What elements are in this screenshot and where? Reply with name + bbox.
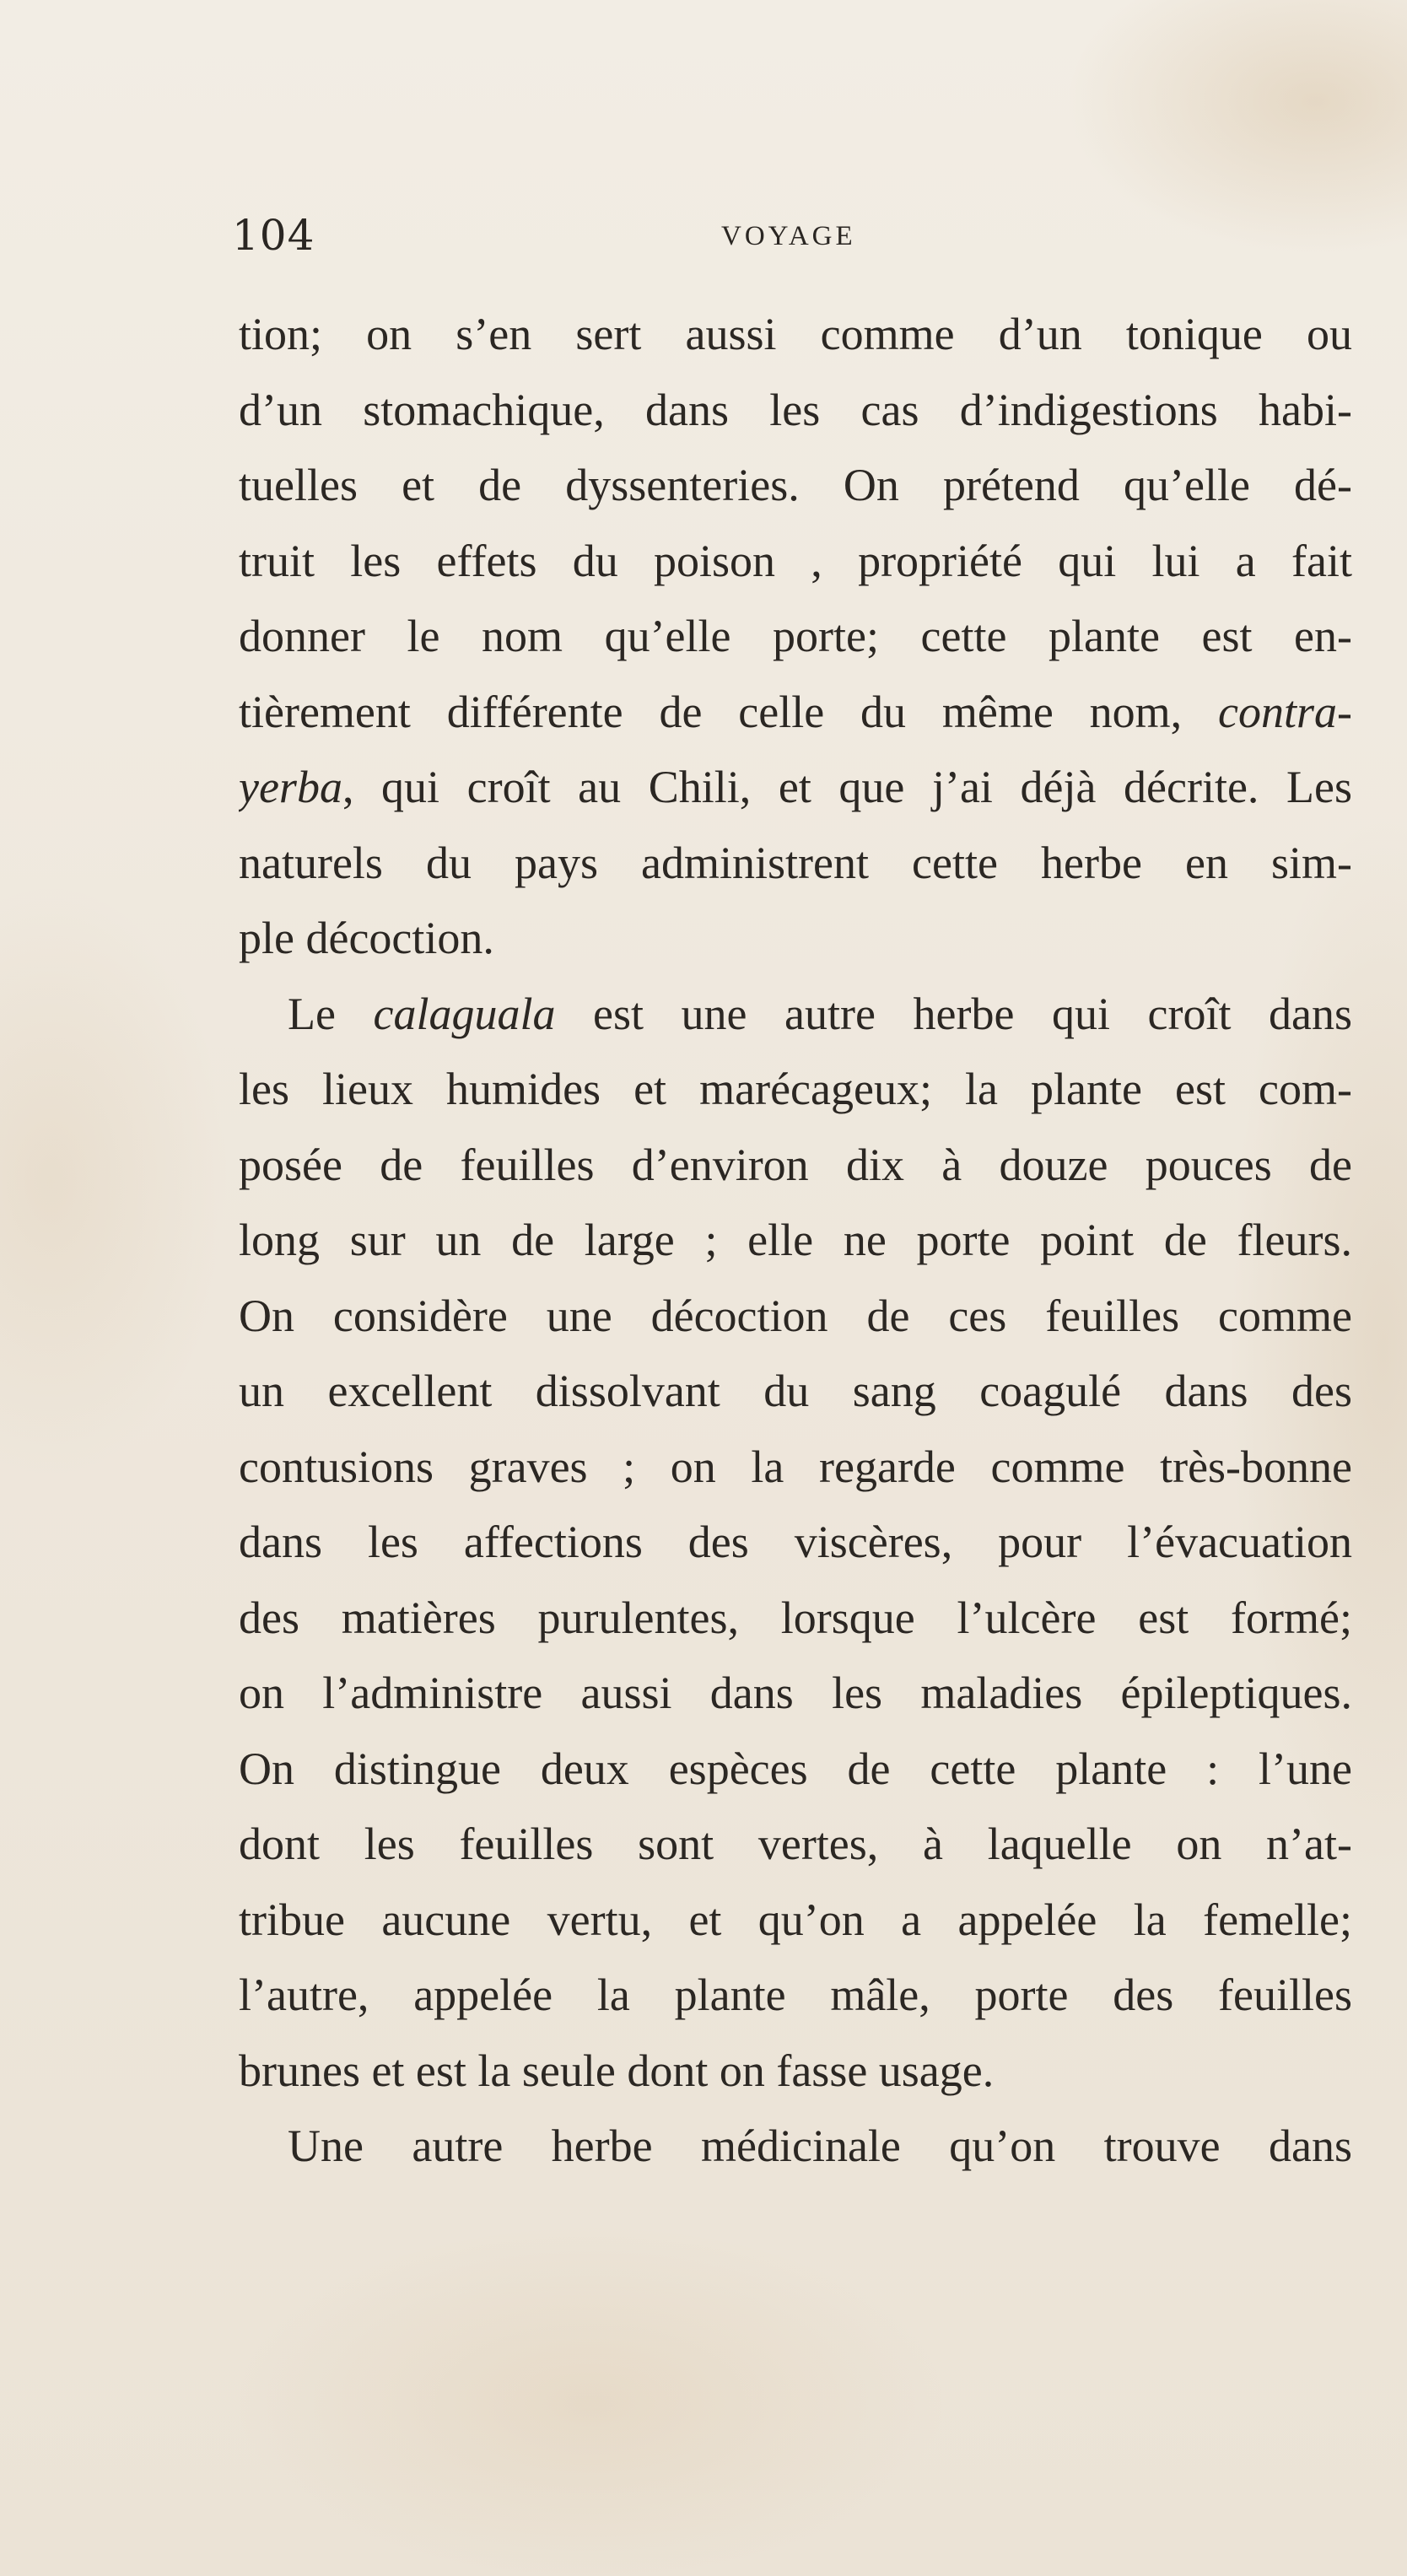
- text-line: contusions graves ; on la regarde comme très-bonne: [239, 1441, 1352, 1492]
- italic-term: calaguala: [373, 988, 556, 1039]
- text-line: tribue aucune vertu, et qu’on a appelée la femelle;: [239, 1894, 1352, 1945]
- text-line: brunes et est la seule dont on fasse usage.: [239, 2045, 995, 2096]
- text-line: naturels du pays administrent cette herbe en sim-: [239, 837, 1352, 888]
- text-line: des matières purulentes, lorsque l’ulcère est formé;: [239, 1592, 1352, 1643]
- text-line: [239, 750, 1352, 826]
- body-text: [239, 297, 1352, 2185]
- text-line: les lieux humides et marécageux; la plante est com-: [239, 1064, 1352, 1114]
- text-line: tion; on s’en sert aussi comme d’un tonique ou: [239, 309, 1352, 359]
- text-line: dans les affections des viscères, pour l’évacuation: [239, 1517, 1352, 1567]
- text-line: [239, 977, 1352, 1053]
- text-line: posée de feuilles d’environ dix à douze pouces de: [239, 1139, 1352, 1190]
- text-line: tuelles et de dyssenteries. On prétend qu’elle dé-: [239, 460, 1352, 510]
- text-line: ple décoction.: [239, 913, 494, 963]
- page-number: 104: [232, 211, 315, 260]
- text-line: On distingue deux espèces de cette plante : l’une: [239, 1743, 1352, 1794]
- text-line: on l’administre aussi dans les maladies épileptiques.: [239, 1668, 1352, 1718]
- text-line: Une autre herbe médicinale qu’on trouve dans: [288, 2121, 1352, 2171]
- text-segment: Le: [288, 988, 374, 1039]
- text-line: [239, 675, 1352, 751]
- text-line: un excellent dissolvant du sang coagulé dans des: [239, 1366, 1352, 1416]
- text-line: dont les feuilles sont vertes, à laquelle on n’at-: [239, 1819, 1352, 1869]
- italic-term: yerba: [239, 762, 342, 812]
- text-line: donner le nom qu’elle porte; cette plante est en-: [239, 611, 1352, 661]
- text-segment: tièrement différente de celle du même nom,: [239, 686, 1219, 737]
- text-line: long sur un de large ; elle ne porte point de fleurs.: [239, 1215, 1352, 1265]
- text-segment: est une autre herbe qui croît dans: [555, 988, 1352, 1039]
- text-line: On considère une décoction de ces feuilles comme: [239, 1290, 1352, 1341]
- running-title: VOYAGE: [721, 221, 856, 251]
- text-line: d’un stomachique, dans les cas d’indigestions habi-: [239, 384, 1352, 435]
- italic-term: contra-: [1218, 686, 1352, 737]
- text-line: l’autre, appelée la plante mâle, porte des feuilles: [239, 1970, 1352, 2020]
- running-head: [0, 211, 1407, 270]
- text-line: truit les effets du poison , propriété qui lui a fait: [239, 535, 1352, 586]
- text-segment: , qui croît au Chili, et que j’ai déjà décrite. Les: [342, 762, 1352, 812]
